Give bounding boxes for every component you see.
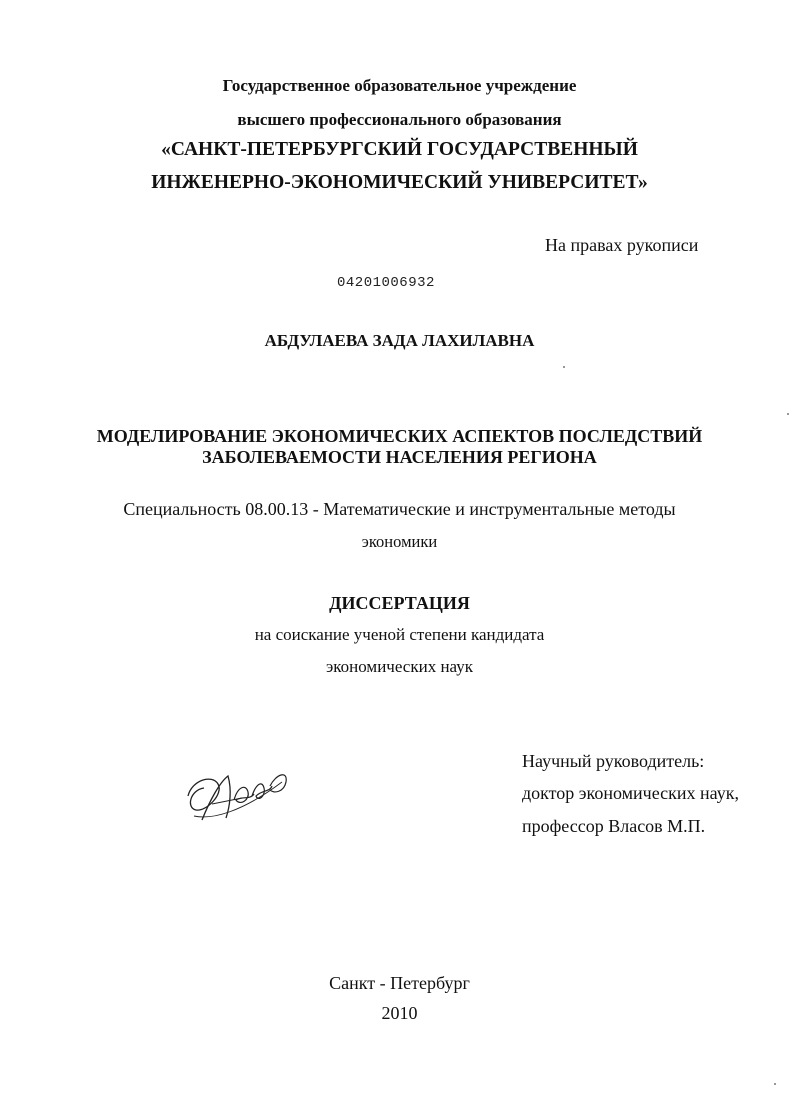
catalog-number: 04201006932 [337,275,435,291]
handwritten-signature [182,760,294,832]
institution-line-2: высшего профессионального образования [237,110,562,129]
scan-speck [563,366,565,368]
city: Санкт - Петербург [329,973,470,993]
specialty-line-1: Специальность 08.00.13 - Математические и инструментальные методы [123,499,676,519]
supervisor-label: Научный руководитель: [522,751,705,771]
institution-line-1: Государственное образовательное учреждение [222,76,577,95]
degree-line-1: на соискание ученой степени кандидата [254,625,545,644]
scan-speck [787,413,789,415]
author-name: АБДУЛАЕВА ЗАДА ЛАХИЛАВНА [264,331,535,350]
work-type-heading: ДИССЕРТАЦИЯ [329,593,470,613]
supervisor-degree: доктор экономических наук, [522,783,739,803]
year: 2010 [381,1003,418,1023]
manuscript-rights-note: На правах рукописи [545,235,699,255]
dissertation-title-line-2: ЗАБОЛЕВАЕМОСТИ НАСЕЛЕНИЯ РЕГИОНА [202,447,597,467]
specialty-line-2: экономики [361,532,438,551]
supervisor-name: профессор Власов М.П. [522,816,706,836]
degree-line-2: экономических наук [325,657,474,676]
scan-speck [774,1083,776,1085]
university-name-line-1: «САНКТ-ПЕТЕРБУРГСКИЙ ГОСУДАРСТВЕННЫЙ [161,139,638,160]
university-name-line-2: ИНЖЕНЕРНО-ЭКОНОМИЧЕСКИЙ УНИВЕРСИТЕТ» [151,172,648,193]
dissertation-title-line-1: МОДЕЛИРОВАНИЕ ЭКОНОМИЧЕСКИХ АСПЕКТОВ ПОСЛЕДСТВИЙ [96,426,703,446]
